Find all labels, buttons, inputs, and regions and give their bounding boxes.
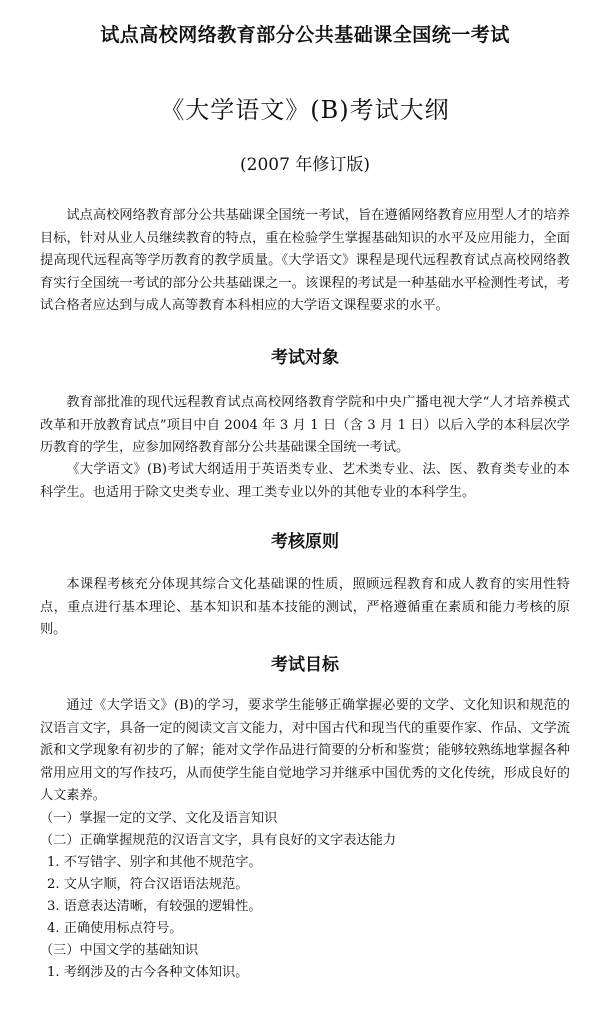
edition-label: (2007 年修订版) — [240, 155, 370, 175]
list-item: （二）正确掌握规范的汉语言文字，具有良好的文字表达能力 — [40, 833, 397, 848]
section-heading-principle: 考核原则 — [271, 532, 339, 552]
list-item: （三）中国文学的基础知识 — [40, 943, 199, 958]
section-heading-target: 考试对象 — [271, 348, 339, 368]
syllabus-title: 《大学语文》(B)考试大纲 — [160, 96, 450, 124]
list-item: 2. 文从字顺，符合汉语语法规范。 — [47, 877, 249, 892]
list-item: 4. 正确使用标点符号。 — [47, 921, 183, 936]
list-item: （一）掌握一定的文学、文化及语言知识 — [40, 811, 278, 826]
list-item: 3. 语意表达清晰，有较强的逻辑性。 — [47, 899, 262, 914]
principle-paragraph: 本课程考核充分体现其综合文化基础课的性质，照顾远程教育和成人教育的实用性特点，重点进行基本理论、基本知识和基本技能的测试，严格遵循重在素质和能力考核的原则。 — [40, 577, 570, 637]
list-item: 1. 考纲涉及的古今各种文体知识。 — [47, 965, 249, 980]
intro-paragraph: 试点高校网络教育部分公共基础课全国统一考试，旨在遵循网络教育应用型人才的培养目标，针对从业人员继续教育的特点，重在检验学生掌握基础知识的水平及应用能力，全面提高现代远程高等学历教育的教学质量。《大学语文》课程是现代远程教育试点高校网络教育实行全国统一考试的部分公共基础课之一。该课程的考试是一种基础水平检测性考试，考试合格者应达到与成人高等教育本科相应的大学语文课程要求的水平。 — [40, 208, 570, 313]
document-title: 试点高校网络教育部分公共基础课全国统一考试 — [100, 24, 510, 46]
target-paragraph-1: 教育部批准的现代远程教育试点高校网络教育学院和中央广播电视大学“人才培养模式改革和开放教育试点”项目中自 2004 年 3 月 1 日（含 3 月 1 日）以后入学的本科层次学历教育的学生，应参加网络教育部分公共基础课全国统一考试。 — [40, 395, 570, 455]
section-heading-goals: 考试目标 — [271, 655, 339, 675]
goals-paragraph: 通过《大学语文》(B)的学习，要求学生能够正确掌握必要的文学、文化知识和规范的汉语言文字，具备一定的阅读文言文能力，对中国古代和现当代的重要作家、作品、文学流派和文学现象有初步的了解；能对文学作品进行简要的分析和鉴赏；能够较熟练地掌握各种常用应用文的写作技巧，从而使学生能自觉地学习并继承中国优秀的文化传统，形成良好的人文素养。 — [40, 698, 570, 803]
list-item: 1. 不写错字、别字和其他不规范字。 — [47, 855, 262, 870]
target-paragraph-2: 《大学语文》(B)考试大纲适用于英语类专业、艺术类专业、法、医、教育类专业的本科学生。也适用于除文史类专业、理工类专业以外的其他专业的本科学生。 — [40, 462, 570, 500]
